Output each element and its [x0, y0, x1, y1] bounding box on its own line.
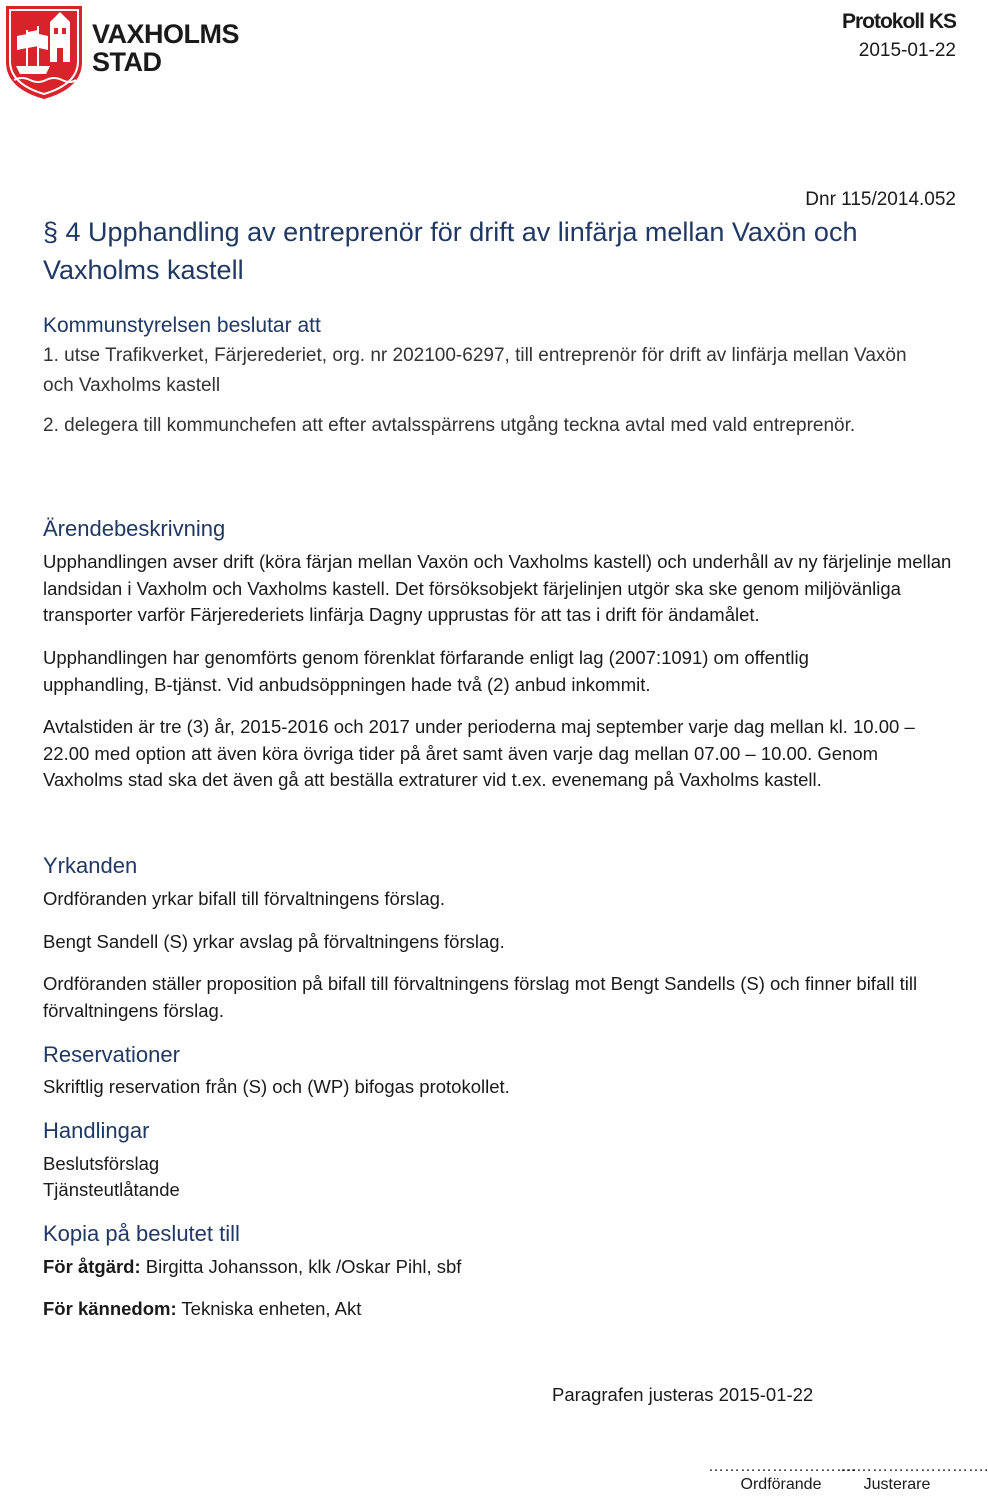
document-type: Protokoll KS — [841, 10, 956, 33]
page-title: § 4 Upphandling av entreprenör för drift av linfärja mellan Vaxön och Vaxholms kastell — [43, 217, 858, 285]
description-paragraph-2: Upphandlingen har genomförts genom förenklat förfarande enligt lag (2007:1091) om offentlig upphandling, B-tjänst. Vid anbudsöppningen hade två (2) anbud inkommit. — [43, 647, 809, 695]
diary-number: Dnr 115/2014.052 — [805, 189, 956, 210]
copy-heading: Kopia på beslutet till — [43, 1221, 240, 1246]
signature-adjuster-line: ………………………. — [840, 1458, 988, 1475]
description-paragraph-1: Upphandlingen avser drift (köra färjan mellan Vaxön och Vaxholms kastell) och underhåll av ny färjelinje mellan landsidan i Vaxholm och Vaxholms kastell. Det försöksobjekt färjelinjen utgör ska ske genom miljövänliga transporter varför Färjerederiets linfärja Dagny upprustas för att tas i drift för ändamålet. — [43, 551, 952, 625]
logo-line-2: STAD — [92, 47, 162, 77]
copy-action-label: För åtgärd: — [43, 1256, 141, 1277]
logo-line-1: VAXHOLMS — [92, 19, 240, 49]
municipality-crest-icon — [4, 4, 84, 100]
decision-item-2: 2. delegera till kommunchefen att efter avtalsspärrens utgång teckna avtal med vald entreprenör. — [43, 415, 856, 436]
motions-paragraph-2: Bengt Sandell (S) yrkar avslag på förvaltningens förslag. — [43, 931, 505, 952]
copy-info-line — [43, 1296, 923, 1323]
signature-adjuster-label: Justerare — [863, 1476, 931, 1493]
decision-heading: Kommunstyrelsen beslutar att — [43, 314, 321, 337]
copy-info-text: Tekniska enheten, Akt — [176, 1298, 362, 1319]
description-paragraph-3: Avtalstiden är tre (3) år, 2015-2016 och 2017 under perioderna maj september varje dag mellan kl. 10.00 – 22.00 med option att även köra övriga tider på året samt även varje dag mellan 07.00 – 10.00. Genom Vaxholms stad ska det även gå att beställa extraturer vid t.ex. evenemang på Vaxholms kastell. — [43, 716, 915, 790]
documents-item-2: Tjänsteutlåtande — [43, 1179, 180, 1200]
documents-heading: Handlingar — [43, 1118, 150, 1143]
adjusted-statement: Paragrafen justeras 2015-01-22 — [552, 1384, 814, 1405]
copy-action-line — [43, 1254, 923, 1281]
reservations-heading: Reservationer — [43, 1042, 180, 1067]
copy-info-label: För kännedom: — [43, 1298, 177, 1319]
signature-adjuster — [840, 1458, 988, 1494]
description-heading: Ärendebeskrivning — [43, 516, 226, 541]
motions-paragraph-1: Ordföranden yrkar bifall till förvaltningens förslag. — [43, 888, 446, 909]
motions-heading: Yrkanden — [43, 853, 138, 878]
copy-action-text: Birgitta Johansson, klk /Oskar Pihl, sbf — [140, 1256, 462, 1277]
reservations-text: Skriftlig reservation från (S) och (WP) bifogas protokollet. — [43, 1076, 510, 1097]
motions-paragraph-3: Ordföranden ställer proposition på bifall till förvaltningens förslag mot Bengt Sandells (S) och finner bifall till förvaltningens förslag. — [43, 973, 918, 1021]
document-date: 2015-01-22 — [858, 40, 956, 61]
logo-wordmark — [92, 20, 239, 76]
signature-chair — [708, 1458, 857, 1494]
signature-chair-label: Ordförande — [740, 1476, 822, 1493]
decision-item-1: 1. utse Trafikverket, Färjerederiet, org. nr 202100-6297, till entreprenör för drift av linfärja mellan Vaxön och Vaxholms kastell — [43, 345, 907, 396]
documents-item-1: Beslutsförslag — [43, 1153, 160, 1174]
signature-chair-line: ………………………. — [708, 1458, 857, 1475]
